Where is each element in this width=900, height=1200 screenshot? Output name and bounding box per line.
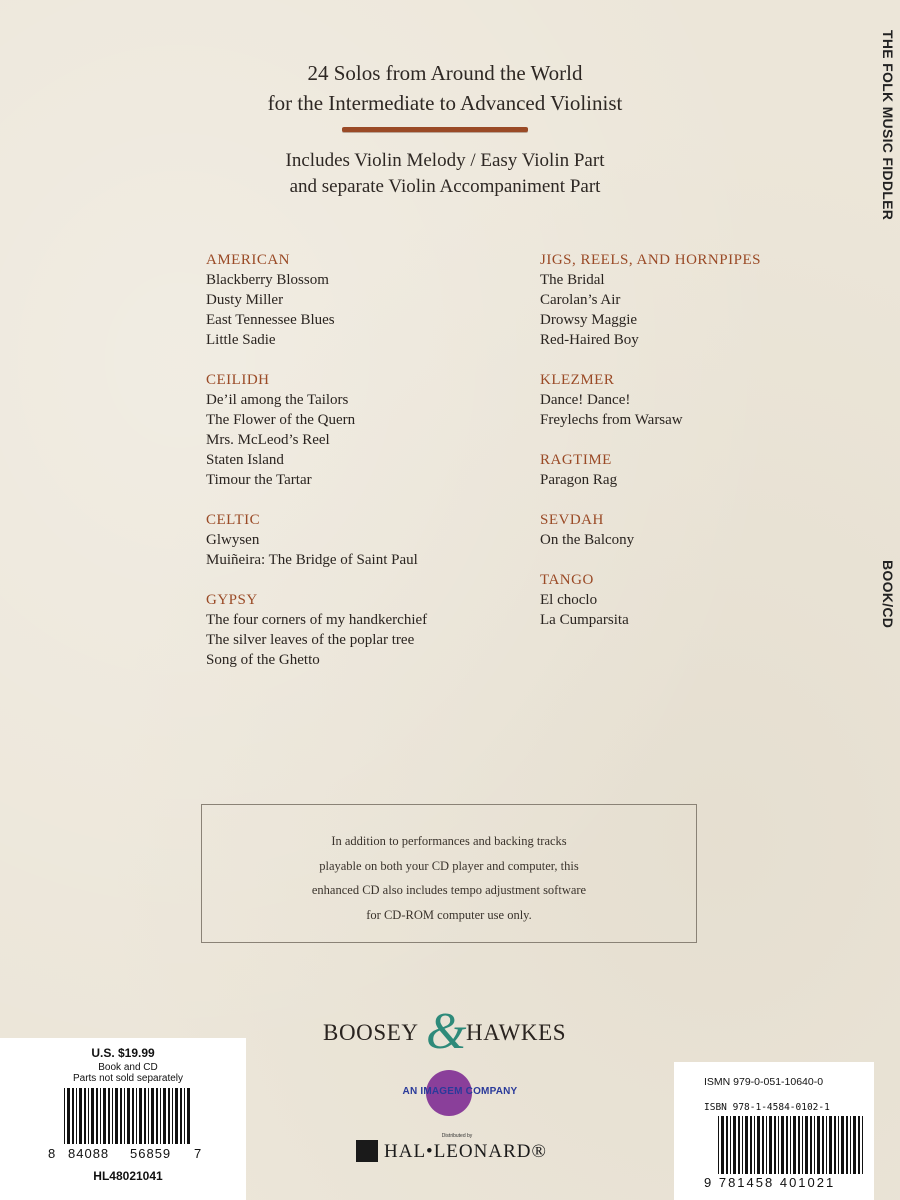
song-title: The four corners of my handkerchief	[206, 612, 428, 628]
sales-note: Parts not sold separately	[72, 1073, 184, 1084]
includes-text	[0, 148, 890, 200]
tagline-line-2: for the Intermediate to Advanced Violinist	[267, 91, 623, 115]
cd-note-line: In addition to performances and backing tracks	[331, 834, 567, 848]
ean-barcode-icon	[716, 1116, 866, 1174]
song-title: Drowsy Maggie	[540, 312, 638, 328]
song-title: Muiñeira: The Bridge of Saint Paul	[206, 552, 418, 568]
song-title: Song of the Ghetto	[206, 652, 320, 668]
song-title: Paragon Rag	[540, 472, 618, 488]
publisher-name-right: HAWKES	[466, 1020, 567, 1045]
publisher-name-left: BOOSEY	[323, 1020, 419, 1045]
song-title: De’il among the Tailors	[206, 392, 349, 408]
upc-digits-right: 56859	[130, 1146, 172, 1161]
price-label	[0, 1038, 246, 1200]
song-title: Dusty Miller	[206, 292, 284, 308]
product-code: HL48021041	[93, 1169, 163, 1183]
upc-digit-check: 7	[194, 1146, 203, 1161]
ismn-number: ISMN 979-0-051-10640-0	[704, 1076, 824, 1088]
contents-section	[206, 250, 506, 350]
cd-note-line: enhanced CD also includes tempo adjustment software	[311, 883, 587, 897]
section-heading: GYPSY	[206, 592, 258, 608]
cd-note-box	[201, 804, 697, 943]
song-title: Red-Haired Boy	[540, 332, 639, 348]
hal-leonard-logo	[356, 1140, 556, 1164]
upc-digits-left: 84088	[68, 1146, 110, 1161]
contents-section	[540, 510, 820, 550]
hal-leonard-name: HAL•LEONARD®	[384, 1141, 547, 1162]
song-title: The Flower of the Quern	[206, 412, 356, 428]
contents-section	[540, 370, 820, 430]
contents-section	[540, 450, 820, 490]
song-title: East Tennessee Blues	[206, 312, 335, 328]
section-heading: RAGTIME	[540, 452, 612, 468]
contents-right-column	[540, 250, 820, 650]
contents-section	[540, 250, 820, 350]
decorative-divider	[342, 127, 528, 132]
contents-section	[206, 370, 506, 490]
ampersand-icon: &	[426, 1003, 468, 1060]
song-title: Blackberry Blossom	[206, 272, 329, 288]
section-heading: CEILIDH	[206, 372, 270, 388]
section-heading: TANGO	[540, 572, 594, 588]
contents-left-column	[206, 250, 506, 690]
ean-digits: 9 781458 401021	[704, 1175, 836, 1190]
song-title: Glwysen	[206, 532, 260, 548]
upc-barcode-icon	[62, 1088, 190, 1144]
cd-note-line: playable on both your CD player and computer, this	[319, 858, 579, 873]
imagem-text: AN IMAGEM COMPANY	[402, 1086, 518, 1097]
price: U.S. $19.99	[91, 1046, 155, 1060]
distributed-by-label: Distributed by	[441, 1133, 473, 1139]
publisher-logo	[323, 1003, 583, 1062]
imagem-logo	[390, 1070, 530, 1118]
section-heading: AMERICAN	[206, 252, 291, 268]
song-title: Mrs. McLeod’s Reel	[206, 432, 330, 448]
contents-section	[206, 590, 506, 670]
section-heading: SEVDAH	[540, 512, 604, 528]
spine-format: BOOK/CD	[880, 560, 896, 629]
isbn-number: ISBN 978-1-4584-0102-1	[704, 1102, 830, 1113]
cd-note-line: for CD-ROM computer use only.	[366, 907, 532, 922]
section-heading: KLEZMER	[540, 372, 615, 388]
song-title: The silver leaves of the poplar tree	[206, 632, 415, 648]
song-title: Timour the Tartar	[206, 472, 312, 488]
includes-line-2: and separate Violin Accompaniment Part	[289, 176, 601, 197]
section-heading: JIGS, REELS, AND HORNPIPES	[540, 252, 761, 268]
song-title: Carolan’s Air	[540, 292, 621, 308]
upc-digit-first: 8	[48, 1146, 57, 1161]
tagline	[0, 58, 890, 118]
song-title: El choclo	[540, 592, 598, 608]
section-heading: CELTIC	[206, 512, 261, 528]
hal-leonard-icon	[356, 1140, 378, 1162]
contents-section	[540, 570, 820, 630]
contents-section	[206, 510, 506, 570]
song-title: Dance! Dance!	[540, 392, 631, 408]
song-title: Staten Island	[206, 452, 284, 468]
song-title: La Cumparsita	[540, 612, 629, 628]
tagline-line-1: 24 Solos from Around the World	[307, 61, 583, 85]
spine-title: THE FOLK MUSIC FIDDLER	[880, 30, 896, 221]
isbn-label	[674, 1062, 874, 1200]
song-title: On the Balcony	[540, 532, 635, 548]
song-title: Freylechs from Warsaw	[540, 412, 683, 428]
song-title: Little Sadie	[206, 332, 276, 348]
product-format: Book and CD	[98, 1062, 158, 1073]
song-title: The Bridal	[540, 272, 605, 288]
includes-line-1: Includes Violin Melody / Easy Violin Part	[285, 150, 605, 171]
